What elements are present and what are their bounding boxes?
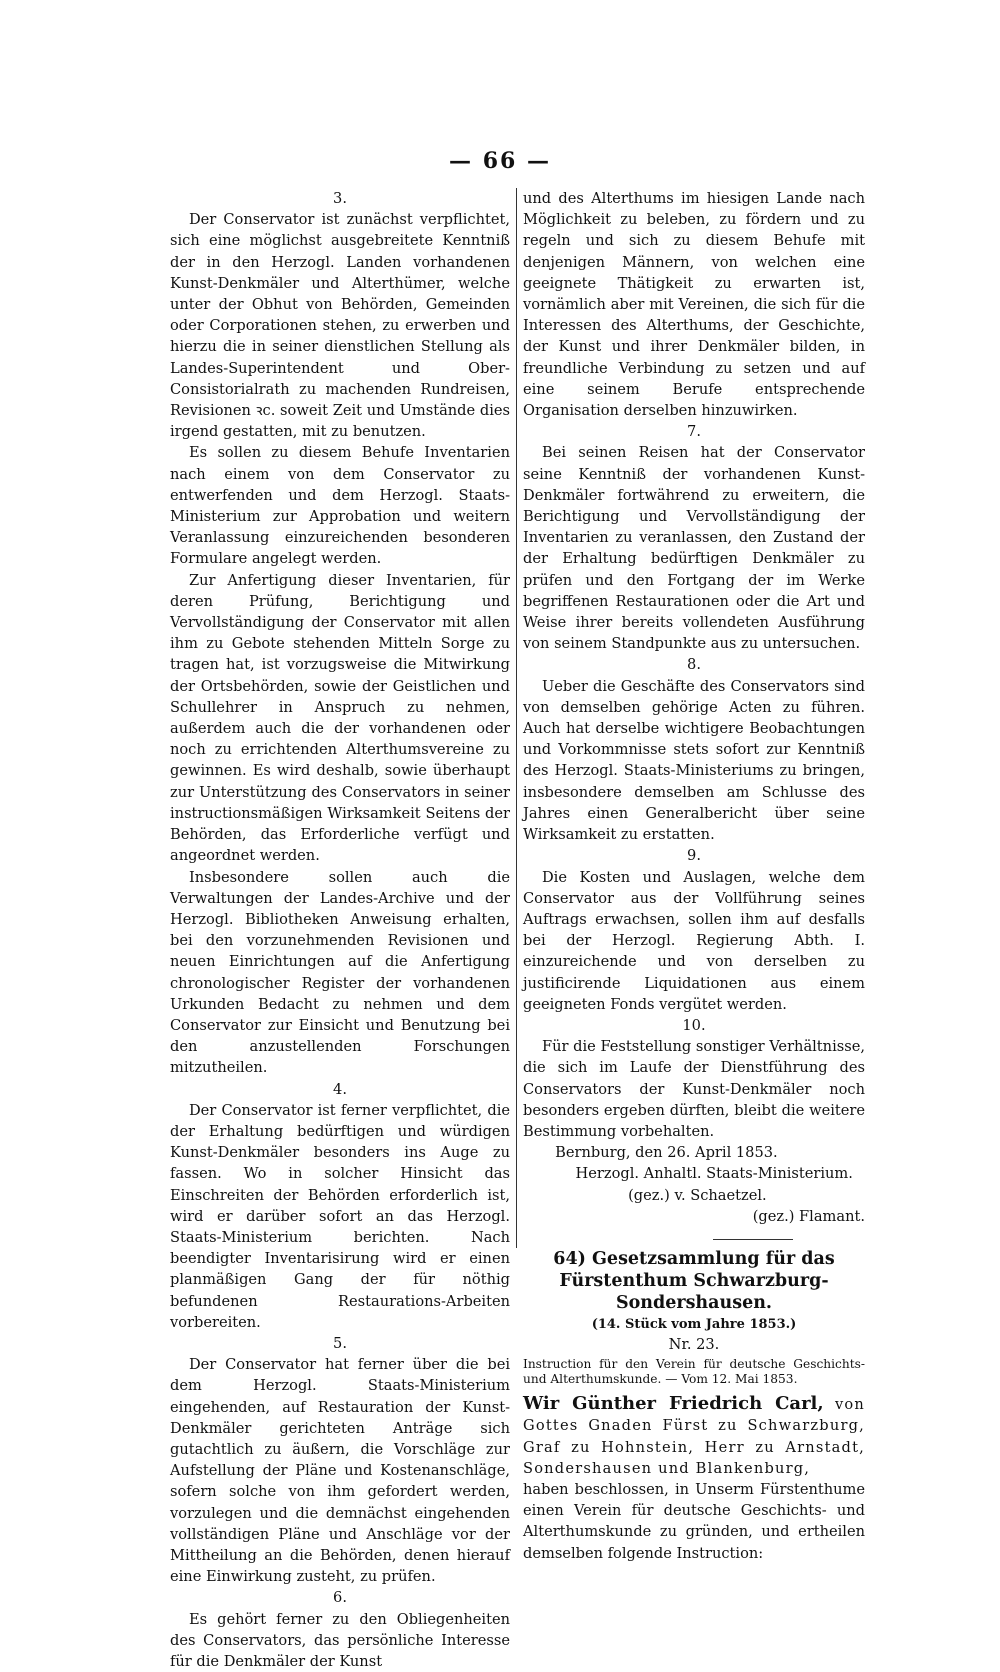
paragraph: Es sollen zu diesem Behufe Inventarien nach einem von dem Conservator zu entwerfenden und dem Herzogl. Staats-Ministerium zur Approbation und weitern Veranlassung einzureichenden besonderen Formulare angelegt werden.	[170, 444, 510, 568]
signature-name: (gez.) Flamant.	[752, 1207, 865, 1225]
section-number: 3.	[333, 190, 347, 207]
section-number: 4.	[333, 1080, 347, 1098]
ruler-titles: von Gottes Gnaden Fürst zu Schwarzburg, Graf zu Hohnstein, Herr zu Arnstadt, Sondershausen und Blankenburg,	[523, 1396, 866, 1477]
page-number: — 66 —	[449, 148, 551, 174]
paragraph: Bei seinen Reisen hat der Conservator seine Kenntniß der vorhandenen Kunst-Denkmäler fortwährend zu erweitern, die Berichtigung und Vervollständigung der Inventarien zu veranlassen, den Zustand der der Erhaltung bedürftigen Denkmäler zu prüfen und den Fortgang der im Werke begriffenen Restaurationen oder die Art und Weise ihrer bereits vollendeten Ausführung von seinem Standpunkte aus zu untersuchen.	[523, 444, 865, 653]
signature-place-date: Bernburg, den 26. April 1853.	[555, 1144, 778, 1162]
section-number: 5.	[333, 1334, 347, 1352]
column-divider	[516, 188, 517, 1248]
paragraph: Der Conservator ist zunächst verpflichtet, sich eine möglichst ausgebreitete Kenntniß der in den Herzogl. Landen vorhandenen Kunst-Denkmäler und Alterthümer, welche unter der Obhut von Behörden, Gemeinden oder Corporationen stehen, zu erwerben und hierzu die in seiner dienstlichen Stellung als Landes-Superintendent und Ober-Consistorialrath zu machenden Rundreisen, Revisionen ꝛc. soweit Zeit und Umstände dies irgend gestatten, mit zu benutzen.	[170, 211, 510, 441]
paragraph: haben beschlossen, in Unserm Fürstenthume einen Verein für deutsche Geschichts- und Alterthumskunde zu gründen, und ertheilen demselben folgende Instruction:	[523, 1480, 865, 1562]
separator-rule	[713, 1239, 793, 1240]
section-number: 7.	[687, 423, 701, 441]
section-number: 10.	[682, 1016, 706, 1034]
gazette-issue: (14. Stück vom Jahre 1853.)	[591, 1316, 797, 1332]
paragraph: Der Conservator ist ferner verpflichtet, die der Erhaltung bedürftigen und würdigen Kunst-Denkmäler besonders ins Auge zu fassen. Wo in solcher Hinsicht das Einschreiten der Behörden erforderlich ist, wird er darüber sofort an das Herzogl. Staats-Ministerium berichten. Nach beendigter Inventarisirung wird er einen planmäßigen Gang der für nöthig befundenen Restaurations-Arbeiten vorbereiten.	[170, 1101, 510, 1331]
paragraph: Zur Anfertigung dieser Inventarien, für deren Prüfung, Berichtigung und Vervollständigung der Conservator mit allen ihm zu Gebote stehenden Mitteln Sorge zu tragen hat, ist vorzugsweise die Mitwirkung der Ortsbehörden, sowie der Geistlichen und Schullehrer in Anspruch zu nehmen, außerdem auch die der vorhandenen oder noch zu errichtenden Alterthumsvereine zu gewinnen. Es wird deshalb, sowie überhaupt zur Unterstützung des Conservators in seiner instructionsmäßigen Wirksamkeit Seitens der Behörden, das Erforderliche verfügt und angeordnet werden.	[170, 571, 510, 865]
paragraph: Es gehört ferner zu den Obliegenheiten des Conservators, das persönliche Interesse für die Denkmäler der Kunst	[170, 1610, 510, 1671]
section-number: 8.	[687, 656, 701, 674]
instruction-heading: Instruction für den Verein für deutsche Geschichts- und Alterthumskunde. — Vom 12. Mai 1853.	[523, 1357, 865, 1387]
paragraph: Insbesondere sollen auch die Verwaltungen der Landes-Archive und der Herzogl. Bibliotheken Anweisung erhalten, bei den vorzunehmenden Revisionen und neuen Einrichtungen auf die Anfertigung chronologischer Register der vorhandenen Urkunden Bedacht zu nehmen und dem Conservator zur Einsicht und Benutzung bei den anzustellenden Forschungen mitzutheilen.	[170, 868, 510, 1077]
gazette-title: 64) Gesetzsammlung für das Fürstenthum Schwarzburg-Sondershausen.	[553, 1248, 835, 1313]
paragraph: Der Conservator hat ferner über die bei dem Herzogl. Staats-Ministerium eingehenden, auf Restauration der Kunst-Denkmäler gerichteten Anträge sich gutachtlich zu äußern, die Vorschläge zur Aufstellung der Pläne und Kostenanschläge, sofern solche von ihm gefordert werden, vorzulegen und die demnächst eingehenden vollständigen Pläne und Anschläge vor der Mittheilung an die Behörden, denen hierauf eine Einwirkung zusteht, zu prüfen.	[170, 1356, 510, 1586]
left-column	[170, 188, 510, 1672]
paragraph: Für die Feststellung sonstiger Verhältnisse, die sich im Laufe der Dienstführung des Conservators der Kunst-Denkmäler noch besonders ergeben dürften, bleibt die weitere Bestimmung vorbehalten.	[523, 1038, 865, 1140]
signature-ministry: Herzogl. Anhaltl. Staats-Ministerium.	[575, 1165, 853, 1183]
paragraph: und des Alterthums im hiesigen Lande nach Möglichkeit zu beleben, zu fördern und zu regeln und sich zu diesem Behufe mit denjenigen Männern, von welchen eine geeignete Thätigkeit zu erwarten ist, vornämlich aber mit Vereinen, die sich für die Interessen des Alterthums, der Geschichte, der Kunst und ihrer Denkmäler bilden, in freundliche Verbindung zu setzen und auf eine seinem Berufe entsprechende Organisation derselben hinzuwirken.	[523, 190, 865, 420]
ruler-paragraph	[523, 1393, 865, 1479]
paragraph: Ueber die Geschäfte des Conservators sind von demselben gehörige Acten zu führen. Auch hat derselbe wichtigere Beobachtungen und Vorkommnisse stets sofort zur Kenntniß des Herzogl. Staats-Ministeriums zu bringen, insbesondere demselben am Schlusse des Jahres einen Generalbericht über seine Wirksamkeit zu erstatten.	[523, 677, 865, 844]
section-number: 9.	[687, 847, 701, 865]
right-column	[523, 188, 865, 1564]
section-number: 6.	[333, 1589, 347, 1607]
paragraph: Die Kosten und Auslagen, welche dem Conservator aus der Vollführung seines Auftrags erwachsen, sollen ihm auf desfalls bei der Herzogl. Regierung Abth. I. einzureichende und von derselben zu justificirende Liquidationen aus einem geeigneten Fonds vergütet werden.	[523, 868, 865, 1013]
gazette-number: Nr. 23.	[668, 1335, 720, 1353]
signature-name: (gez.) v. Schaetzel.	[628, 1186, 767, 1204]
ruler-name: Wir Günther Friedrich Carl,	[523, 1393, 824, 1415]
